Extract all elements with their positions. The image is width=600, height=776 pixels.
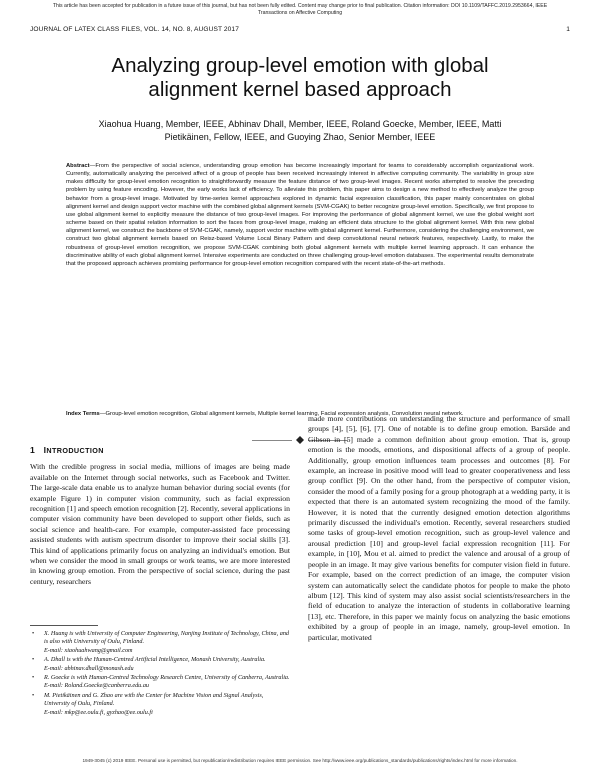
section-title-initial: I [43, 445, 47, 455]
section-number: 1 [30, 445, 36, 455]
publication-notice-line2: Transactions on Affective Computing [257, 10, 343, 16]
footnote-item [30, 674, 290, 691]
footnote-email: E-mail: abhinav.dhall@monash.edu [44, 664, 134, 672]
left-column [30, 445, 290, 587]
footnote-text: X. Huang is with University of Computer Engineering, Nanjing Institute of Technology, China, and is also with University of Oulu, Finland. [44, 630, 290, 646]
index-terms-label: Index Terms [66, 411, 100, 417]
footnote-rule [30, 625, 98, 626]
diamond-ornament-icon [296, 436, 304, 444]
footnote-text: R. Goecke is with Human-Centred Technology Research Centre, University of Canberra, Australia. [44, 674, 290, 682]
footnote-email: E-mail: xiaohuahwang@gmail.com [44, 646, 133, 654]
footnote-email: E-mail: mkp@ee.oulu.fi, gyzhao@ee.oulu.fi [44, 708, 153, 716]
footnote-text: M. Pietikäinen and G. Zhao are with the Center for Machine Vision and Signal Analysis, University of Oulu, Finland. [44, 691, 264, 708]
bullet-icon: • [32, 656, 35, 664]
section-heading [30, 445, 290, 456]
footnote-text: A. Dhall is with the Human-Centred Artificial Intelligence, Monash University, Australia. [44, 656, 266, 664]
page-number: 1 [566, 26, 570, 33]
index-terms-text: —Group-level emotion recognition, Global alignment kernels, Multiple kernel learning, Facial expression analysis, Convolution neural network. [99, 411, 464, 417]
right-column [308, 414, 570, 643]
footnote-email: E-mail: Roland.Goecke@canberra.edu.au [44, 682, 150, 690]
bullet-icon: • [32, 691, 35, 699]
bullet-icon: • [32, 674, 35, 682]
abstract-label: Abstract [66, 163, 90, 169]
paper-title-line1: Analyzing group-level emotion with global [111, 54, 489, 77]
publication-notice-line1: This article has been accepted for publication in a future issue of this journal, but has not been fully edited. Content may change prior to final publication. Citation information: DOI 10.1109/TAFFC.2019.2953664, IEEE [52, 3, 548, 9]
abstract-text: —From the perspective of social science, understanding group emotion has become increasingly important for teams to considerably accomplish organizational work. Currently, automatically analyzing the perceived affect of a group of people has been received increasingly interest in affective computing community. The variability in group size makes difficulty for group-level emotion recognition to straightforwardly measure the feature distance of two group-level images. Recent works attempted to resolve the preceding problem by using feature encoding. However, the early works lack of efficiency. To alleviate this problem, this paper aims to design a new method to effectively analyze the group behavior from a group-level image. Motivated by time-series kernel approaches explored in dynamic facial expression classification, this paper mainly concentrates on global alignment kernel and design support vector machine with the combined global alignment kernels (SVM-CGAK) to better recognize group-level emotion. Specifically, we first propose to use global alignment kernel to explicitly measure the distance of two group-level images. For improving the performance of global alignment kernel, we use the global weight sort scheme based on their spatial relation information to sort the faces from group-level image, making an efficient data structure to the global alignment kernel. With this new global alignment kernel, we construct the backbone of SVM-CGAK, namely, support vector machine with global alignment kernel. Furthermore, considering the challenging environment, we construct two global alignment kernels based on Reisz-based Volume Local Binary Pattern and deep convolutional neural network features, respectively. Lastly, to make the robustness of group-level emotion recognition, we propose SVM-CGAK combining both global alignment kernels with multiple kernel learning approach. It can enhance the discriminative ability of each global alignment kernel. Intensive experiments are conducted on three challenging group-level emotion databases. The experimental results demonstrate that the proposed approach achieves promising performance for group-level emotion recognition compared with the recent state-of-the-art methods. [66, 163, 534, 267]
copyright-bar: 1949-3045 (c) 2019 IEEE. Personal use is permitted, but republication/redistribution requires IEEE permission. See http://www.ieee.org/publications_standards/publications/rights/index.html for more information. [82, 758, 518, 763]
intro-paragraph-right: made more contributions on understanding the structure and performance of small groups [4], [5], [6], [7]. One of notable is to define group emotion. Barsäde and Gibson in [5] made a common definition about group emotion. That is, group emotion is the moods, emotions, and dispositional affects of a group of people. Additionally, group emotion influences team processes and outcomes [8]. For example, an increase in positive mood will lead to greater cooperativeness and less group conflict [9]. On the other hand, from the perspective of computer vision, consider the mood of a family posing for a group photograph at a wedding party, it is expected that there is an automated system recognizing the mood of the family. However, it is noted that the currently designed emotion detection algorithms primarily discussed the individual's emotion. Recently, several researchers studied some tasks of group-level emotion recognition, such as group-level valence and arousal prediction [10] and group-level facial expression recognition [11]. For example, in [10], Mou et al. aimed to predict the valence and arousal of a group of people in an image. It may give various benefits for computer vision field in future. For example, based on the correct prediction of an image, the computer vision system can automatically select the candidate photos for people to make the photo album [12]. This kind of system may also assist social scientists/researchers in the field of education to analyze the interaction of students in collaborative learning [13], etc. Therefore, in this paper we mainly focus on analyzing the basic emotions exhibited by a group of people in an image, namely, group-level emotion. In particular, motivated [308, 414, 570, 642]
running-head [30, 26, 570, 35]
footnote-item [30, 630, 290, 655]
author-list-line1: Xiaohua Huang, Member, IEEE, Abhinav Dhall, Member, IEEE, Roland Goecke, Member, IEEE, Matti [98, 119, 502, 129]
bullet-icon: • [32, 630, 35, 637]
publication-notice [30, 3, 570, 17]
paper-title [40, 54, 560, 102]
section-title-rest: NTRODUCTION [46, 446, 104, 455]
abstract [66, 162, 534, 268]
paper-title-line2: alignment kernel based approach [148, 78, 452, 101]
author-list-line2: Pietikäinen, Fellow, IEEE, and Guoying Zhao, Senior Member, IEEE [164, 132, 436, 142]
journal-name: JOURNAL OF LATEX CLASS FILES, VOL. 14, NO. 8, AUGUST 2017 [30, 26, 239, 33]
footnote-item [30, 656, 290, 673]
separator-rule-left [252, 440, 292, 441]
intro-paragraph-left: With the credible progress in social media, millions of images are being made available on the Internet through social networks, such as Facebook and Twitter. The large-scale data enable us to analyze human behavior during social events (for example Figure 1) in computer vision community, such as facial expression recognition [1] and speech emotion recognition [2]. Recently, several applications in computer vision community have been developed to support other fields, such as social science and health-care. For example, computer-assisted face processing assisted students with autism spectrum disorder to improve their social skills [3]. This kind of applications primarily focus on analyzing an individual's emotion. But when we consider the mood in small groups or work teams, we are more interested in knowing group emotion. From the perspective of social science, during the past century, researchers [30, 462, 290, 586]
author-list [40, 118, 560, 144]
author-footnotes [30, 630, 290, 718]
footnote-item [30, 692, 290, 717]
